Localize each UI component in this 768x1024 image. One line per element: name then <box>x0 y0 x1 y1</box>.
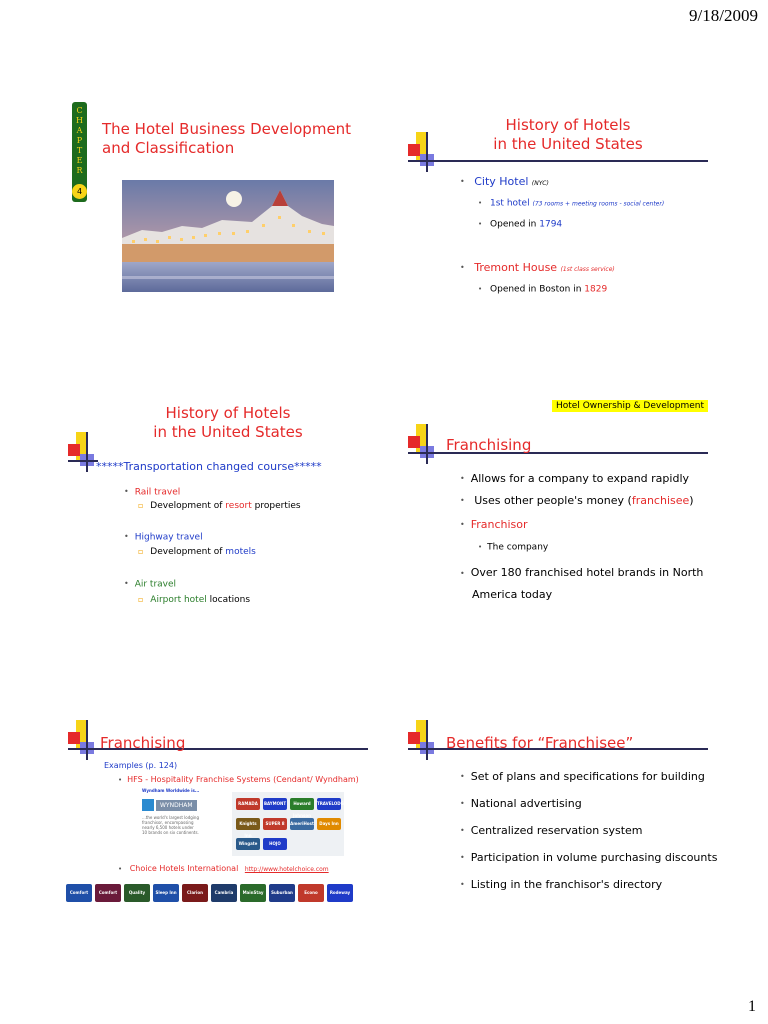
slide-title: History of Hotels in the United States <box>153 404 303 441</box>
hfs-brand-logo: AmeriHost <box>290 818 314 830</box>
choice-logo-row <box>66 882 366 913</box>
bullet-180-brands: • Over 180 franchised hotel brands in North America today <box>460 562 703 605</box>
bullet-tremont-house: • Tremont House (1st class service) <box>460 261 615 277</box>
bullet-opened-1829: • Opened in Boston in 1829 <box>478 283 607 296</box>
benefit-item: • Listing in the franchisor's directory <box>460 878 662 892</box>
hfs-brand-logo: SUPER 8 <box>263 818 287 830</box>
choice-brand-logo: Econo Lodge <box>298 884 324 902</box>
hfs-brand-logo: RAMADA <box>236 798 260 810</box>
chapter-letter: A <box>76 126 83 135</box>
bullet-first-hotel: • 1st hotel (73 rooms + meeting rooms - social center) <box>478 197 664 211</box>
bullet-franchisor: • Franchisor <box>460 518 528 532</box>
choice-brand-logo: Comfort Inn <box>66 884 92 902</box>
bullet-city-hotel: • City Hotel (NYC) <box>460 175 549 191</box>
slide-3 <box>60 404 380 644</box>
bullet-highway-travel: • Highway travel <box>124 531 203 544</box>
bullet-choice-hotels: • Choice Hotels International http://www.hotelchoice.com <box>118 864 329 873</box>
wyndham-logo-icon <box>142 799 154 811</box>
hfs-brand-logo: BAYMONT <box>263 798 287 810</box>
choice-url-link[interactable]: http://www.hotelchoice.com <box>244 866 329 873</box>
transportation-subtitle: *****Transportation changed course***** <box>96 460 322 473</box>
choice-brand-logo: MainStay Suites <box>240 884 266 902</box>
sub-the-company: • The company <box>478 541 548 554</box>
bullet-hfs: • HFS - Hospitality Franchise Systems (Cendant/ Wyndham) <box>118 775 359 784</box>
slide-decoration <box>408 720 448 760</box>
choice-brand-logo: Clarion <box>182 884 208 902</box>
sub-resort: ▫ Development of resort properties <box>138 500 301 512</box>
hfs-brand-logo: Wingate <box>236 838 260 850</box>
bullet-air-travel: • Air travel <box>124 578 176 591</box>
section-badge: Hotel Ownership & Development <box>552 400 708 412</box>
chapter-letter: H <box>76 116 83 125</box>
benefit-item: • Centralized reservation system <box>460 824 643 838</box>
chapter-letter: T <box>76 146 83 155</box>
chapter-letter: P <box>76 136 83 145</box>
choice-brand-logo: Sleep Inn <box>153 884 179 902</box>
slide-5 <box>60 716 380 956</box>
sub-airport-hotel: ▫ Airport hotel locations <box>138 594 250 606</box>
slide-title: History of Hotels in the United States <box>493 116 643 153</box>
choice-brand-logo: Comfort Suites <box>95 884 121 902</box>
slide-6 <box>408 716 728 956</box>
slide-title: Franchising <box>100 734 186 752</box>
slide-2 <box>408 112 728 352</box>
hfs-brand-logo: Knights Inn <box>236 818 260 830</box>
hfs-logo-grid <box>232 792 347 856</box>
chapter-number: 4 <box>72 184 87 199</box>
hfs-brand-logo: Days Inn <box>317 818 341 830</box>
slide-decoration <box>408 132 448 172</box>
choice-brand-logo: Cambria Suites <box>211 884 237 902</box>
benefit-item: • National advertising <box>460 797 582 811</box>
sub-motels: ▫ Development of motels <box>138 546 256 558</box>
hfs-brand-logo: TRAVELODGE <box>317 798 341 810</box>
hotel-del-coronado-photo <box>122 180 334 292</box>
chapter-letter: E <box>76 156 83 165</box>
chapter-letter: C <box>76 106 83 115</box>
hfs-brand-logo: Howard Johnson <box>290 798 314 810</box>
slide-title: Franchising <box>446 436 532 454</box>
slide-title: Benefits for “Franchisee” <box>446 734 634 752</box>
benefit-item: • Set of plans and specifications for building <box>460 770 705 784</box>
bullet-opened-1794: • Opened in 1794 <box>478 218 562 231</box>
bullet-expand: • Allows for a company to expand rapidly <box>460 472 689 486</box>
examples-label: Examples (p. 124) <box>104 761 178 770</box>
slide-1 <box>60 96 380 336</box>
chapter-letter: R <box>76 166 83 175</box>
page-number: 1 <box>748 998 756 1015</box>
choice-brand-logo: Suburban <box>269 884 295 902</box>
choice-brand-logo: Quality <box>124 884 150 902</box>
choice-brand-logo: Rodeway Inn <box>327 884 353 902</box>
bullet-money: • Uses other people's money (franchisee) <box>460 494 694 508</box>
wyndham-ad: Wyndham Worldwide is... WYNDHAM ...the world's largest lodging franchisor, encompassing nearly 6,500 hotels under 10 brands on six continents. <box>142 788 200 835</box>
bullet-rail-travel: • Rail travel <box>124 486 180 499</box>
slide-4 <box>408 398 728 638</box>
benefit-item: • Participation in volume purchasing discounts <box>460 851 717 865</box>
slide-title: The Hotel Business Development and Classification <box>102 120 352 157</box>
slide-decoration <box>408 424 448 464</box>
hfs-brand-logo: HOJO <box>263 838 287 850</box>
page-date: 9/18/2009 <box>689 6 758 25</box>
